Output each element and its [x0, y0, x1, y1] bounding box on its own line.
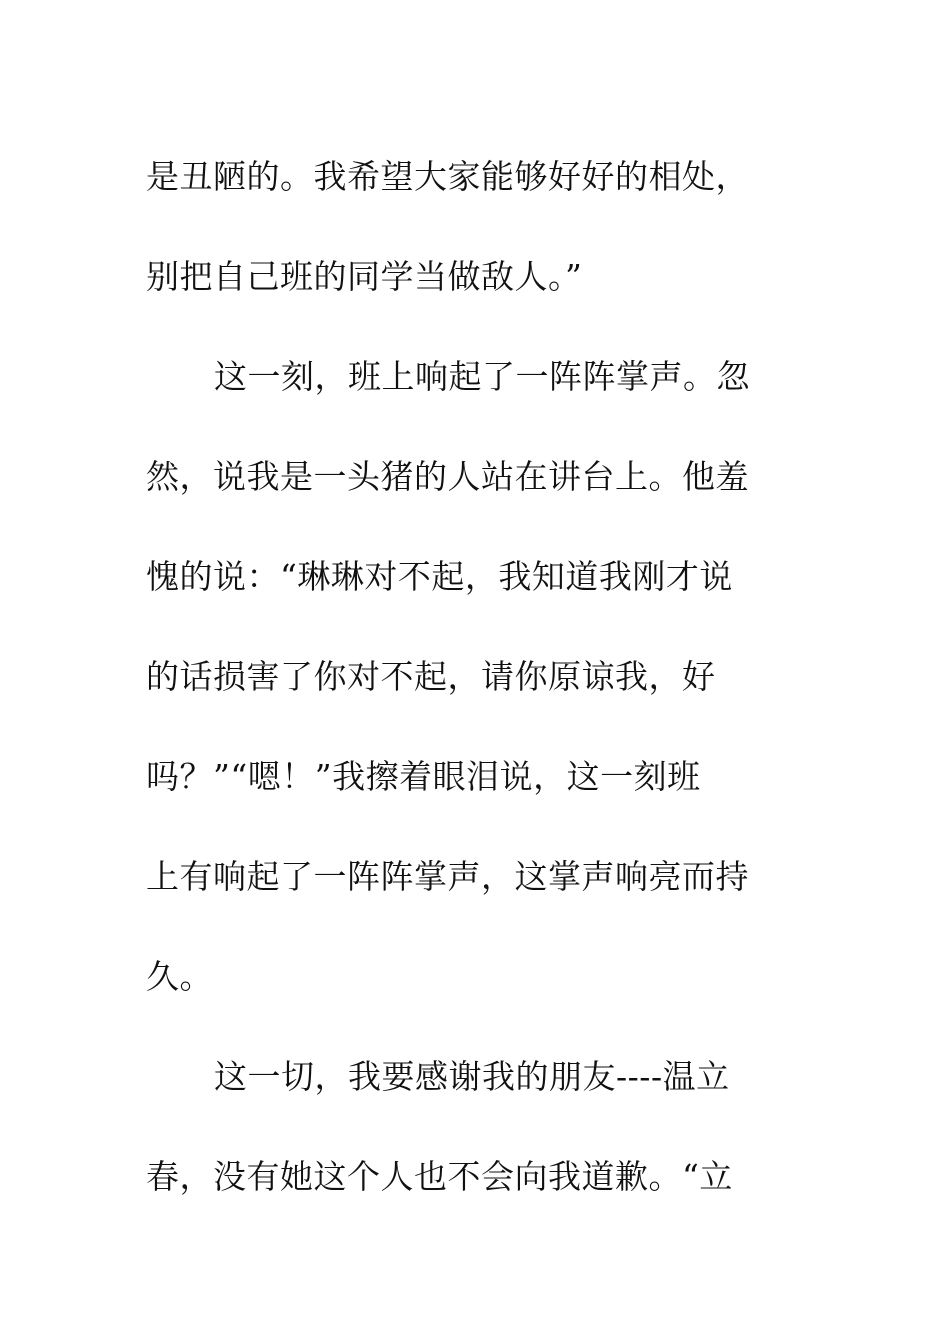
paragraph-start-line: 这一切，我要感谢我的朋友----温立	[214, 1057, 730, 1096]
paragraph-start-line: 这一刻，班上响起了一阵阵掌声。忽	[214, 357, 750, 396]
text-line: 吗？”“嗯！”我擦着眼泪说，这一刻班	[146, 757, 701, 796]
text-line: 然，说我是一头猪的人站在讲台上。他羞	[146, 457, 749, 496]
text-line: 是丑陋的。我希望大家能够好好的相处，	[146, 157, 749, 196]
text-line: 久。	[146, 957, 213, 996]
text-line: 愧的说：“琳琳对不起，我知道我刚才说	[146, 557, 733, 596]
text-line: 别把自己班的同学当做敌人。”	[146, 257, 583, 296]
text-line: 春，没有她这个人也不会向我道歉。“立	[146, 1157, 733, 1196]
text-line: 上有响起了一阵阵掌声，这掌声响亮而持	[146, 857, 749, 896]
text-line: 的话损害了你对不起，请你原谅我，好	[146, 657, 716, 696]
document-body	[146, 127, 786, 1227]
